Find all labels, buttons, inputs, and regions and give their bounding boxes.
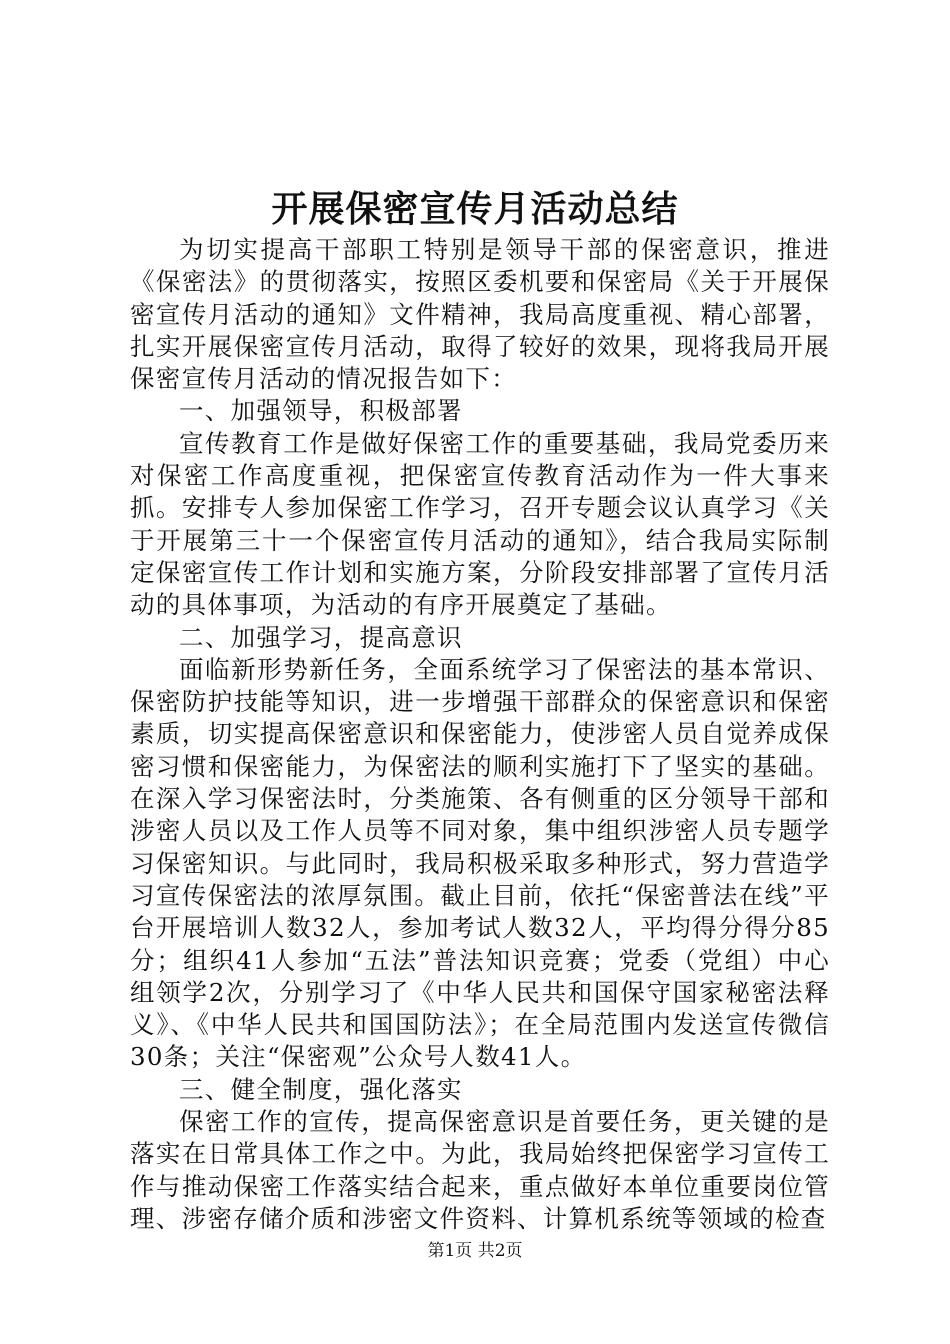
section-heading-2: 二、加强学习，提高意识 — [179, 622, 463, 652]
section-1-paragraph: 宣传教育工作是做好保密工作的重要基础，我局党委历来对保密工作高度重视，把保密宣传教育活动作为一件大事来抓。安排专人参加保密工作学习，召开专题会议认真学习《关于开展第三十一个保密宣传月活动的通知》，结合我局实际制定保密宣传工作计划和实施方案，分阶段安排部署了宣传月活动的具体事项，为活动的有序开展奠定了基础。 — [130, 428, 830, 620]
section-heading-1: 一、加强领导，积极部署 — [179, 396, 463, 426]
section-2-paragraph: 面临新形势新任务，全面系统学习了保密法的基本常识、保密防护技能等知识，进一步增强干部群众的保密意识和保密素质，切实提高保密意识和保密能力，使涉密人员自觉养成保密习惯和保密能力，为保密法的顺利实施打下了坚实的基础。在深入学习保密法时，分类施策、各有侧重的区分领导干部和涉密人员以及工作人员等不同对象，集中组织涉密人员专题学习保密知识。与此同时，我局积极采取多种形式，努力营造学习宣传保密法的浓厚氛围。截止目前，依托“保密普法在线”平台开展培训人数32人，参加考试人数32人，平均得分得分85分；组织41人参加“五法”普法知识竞赛；党委（党组）中心组领学2次，分别学习了《中华人民共和国保守国家秘密法释义》、《中华人民共和国国防法》；在全局范围内发送宣传微信30条；关注“保密观”公众号人数41人。 — [130, 654, 830, 1072]
section-3-paragraph: 保密工作的宣传，提高保密意识是首要任务，更关键的是落实在日常具体工作之中。为此，我局始终把保密学习宣传工作与推动保密工作落实结合起来，重点做好本单位重要岗位管理、涉密存储介质和涉密文件资料、计算机系统等领域的检查 — [130, 1107, 830, 1233]
intro-paragraph: 为切实提高干部职工特别是领导干部的保密意识，推进《保密法》的贯彻落实，按照区委机要和保密局《关于开展保密宣传月活动的通知》文件精神，我局高度重视、精心部署，扎实开展保密宣传月活动，取得了较好的效果，现将我局开展保密宣传月活动的情况报告如下： — [130, 235, 830, 394]
document-title: 开展保密宣传月活动总结 — [271, 188, 679, 230]
page-number-footer: 第1页 共2页 — [427, 1241, 523, 1261]
section-heading-3: 三、健全制度，强化落实 — [179, 1074, 463, 1104]
document-body — [130, 234, 830, 1235]
